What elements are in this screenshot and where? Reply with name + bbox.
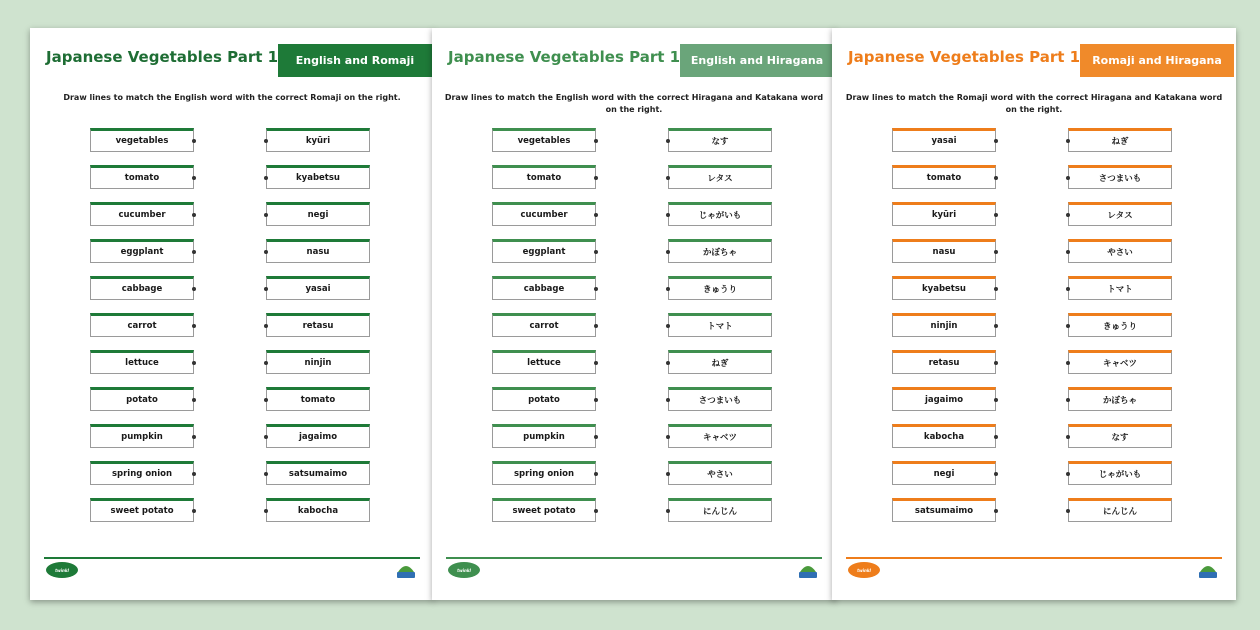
right-word-box[interactable]: かぼちゃ	[1068, 387, 1172, 411]
connector-dot-icon[interactable]	[264, 509, 268, 513]
left-word-box[interactable]: kyūri	[892, 202, 996, 226]
connector-dot-icon[interactable]	[264, 139, 268, 143]
right-word-box[interactable]: なす	[668, 128, 772, 152]
sheet-badge: English and Romaji	[278, 44, 432, 77]
connector-dot-icon[interactable]	[594, 324, 598, 328]
connector-dot-icon[interactable]	[994, 139, 998, 143]
connector-dot-icon[interactable]	[666, 250, 670, 254]
connector-dot-icon[interactable]	[192, 287, 196, 291]
left-word-box[interactable]: tomato	[492, 165, 596, 189]
left-word-box[interactable]: carrot	[492, 313, 596, 337]
right-word-box[interactable]: ねぎ	[668, 350, 772, 374]
right-word-box[interactable]: ねぎ	[1068, 128, 1172, 152]
left-word-box[interactable]: pumpkin	[492, 424, 596, 448]
connector-dot-icon[interactable]	[666, 435, 670, 439]
curriculum-badge-icon	[1196, 558, 1220, 582]
left-word-box[interactable]: eggplant	[492, 239, 596, 263]
left-word-box[interactable]: jagaimo	[892, 387, 996, 411]
connector-dot-icon[interactable]	[594, 472, 598, 476]
connector-dot-icon[interactable]	[666, 472, 670, 476]
right-word-box[interactable]: retasu	[266, 313, 370, 337]
connector-dot-icon[interactable]	[192, 176, 196, 180]
connector-dot-icon[interactable]	[666, 287, 670, 291]
left-word-box[interactable]: vegetables	[90, 128, 194, 152]
curriculum-badge-icon	[394, 558, 418, 582]
connector-dot-icon[interactable]	[994, 361, 998, 365]
connector-dot-icon[interactable]	[666, 176, 670, 180]
right-word-box[interactable]: negi	[266, 202, 370, 226]
connector-dot-icon[interactable]	[192, 213, 196, 217]
connector-dot-icon[interactable]	[192, 398, 196, 402]
right-word-box[interactable]: にんじん	[1068, 498, 1172, 522]
right-word-box[interactable]: トマト	[668, 313, 772, 337]
connector-dot-icon[interactable]	[994, 472, 998, 476]
connector-dot-icon[interactable]	[994, 435, 998, 439]
connector-dot-icon[interactable]	[666, 213, 670, 217]
connector-dot-icon[interactable]	[994, 250, 998, 254]
connector-dot-icon[interactable]	[1066, 139, 1070, 143]
left-word-box[interactable]: lettuce	[90, 350, 194, 374]
twinkl-logo-icon: twinkl	[848, 562, 880, 578]
left-word-box[interactable]: kabocha	[892, 424, 996, 448]
connector-dot-icon[interactable]	[594, 139, 598, 143]
connector-dot-icon[interactable]	[264, 287, 268, 291]
connector-dot-icon[interactable]	[994, 176, 998, 180]
connector-dot-icon[interactable]	[1066, 287, 1070, 291]
connector-dot-icon[interactable]	[1066, 213, 1070, 217]
twinkl-logo-icon: twinkl	[448, 562, 480, 578]
connector-dot-icon[interactable]	[192, 250, 196, 254]
left-word-box[interactable]: eggplant	[90, 239, 194, 263]
right-word-box[interactable]: やさい	[1068, 239, 1172, 263]
connector-dot-icon[interactable]	[1066, 398, 1070, 402]
sheet-instructions: Draw lines to match the Romaji word with the correct Hiragana and Katakana word on the right.	[845, 93, 1223, 114]
worksheet-english-romaji	[30, 28, 434, 600]
left-word-box[interactable]: nasu	[892, 239, 996, 263]
connector-dot-icon[interactable]	[594, 509, 598, 513]
connector-dot-icon[interactable]	[994, 213, 998, 217]
left-word-box[interactable]: potato	[492, 387, 596, 411]
left-word-box[interactable]: pumpkin	[90, 424, 194, 448]
left-word-box[interactable]: negi	[892, 461, 996, 485]
connector-dot-icon[interactable]	[1066, 509, 1070, 513]
right-word-box[interactable]: satsumaimo	[266, 461, 370, 485]
connector-dot-icon[interactable]	[666, 139, 670, 143]
left-word-box[interactable]: sweet potato	[90, 498, 194, 522]
connector-dot-icon[interactable]	[264, 361, 268, 365]
right-word-box[interactable]: かぼちゃ	[668, 239, 772, 263]
connector-dot-icon[interactable]	[264, 324, 268, 328]
left-word-box[interactable]: vegetables	[492, 128, 596, 152]
connector-dot-icon[interactable]	[1066, 472, 1070, 476]
connector-dot-icon[interactable]	[264, 398, 268, 402]
connector-dot-icon[interactable]	[264, 250, 268, 254]
right-word-box[interactable]: にんじん	[668, 498, 772, 522]
connector-dot-icon[interactable]	[594, 176, 598, 180]
left-word-box[interactable]: sweet potato	[492, 498, 596, 522]
footer-divider	[446, 557, 822, 559]
right-word-box[interactable]: きゅうり	[1068, 313, 1172, 337]
connector-dot-icon[interactable]	[666, 509, 670, 513]
connector-dot-icon[interactable]	[994, 398, 998, 402]
left-word-box[interactable]: carrot	[90, 313, 194, 337]
connector-dot-icon[interactable]	[594, 398, 598, 402]
right-word-box[interactable]: なす	[1068, 424, 1172, 448]
sheet-badge: Romaji and Hiragana	[1080, 44, 1234, 77]
right-word-box[interactable]: yasai	[266, 276, 370, 300]
connector-dot-icon[interactable]	[264, 213, 268, 217]
right-word-box[interactable]: jagaimo	[266, 424, 370, 448]
connector-dot-icon[interactable]	[1066, 324, 1070, 328]
left-word-box[interactable]: cabbage	[492, 276, 596, 300]
right-word-box[interactable]: さつまいも	[1068, 165, 1172, 189]
footer-divider	[846, 557, 1222, 559]
left-word-box[interactable]: potato	[90, 387, 194, 411]
connector-dot-icon[interactable]	[192, 139, 196, 143]
sheet-title: Japanese Vegetables Part 1	[448, 48, 681, 66]
left-word-box[interactable]: spring onion	[492, 461, 596, 485]
left-word-box[interactable]: kyabetsu	[892, 276, 996, 300]
right-word-box[interactable]: kyūri	[266, 128, 370, 152]
right-word-box[interactable]: トマト	[1068, 276, 1172, 300]
twinkl-logo-icon: twinkl	[46, 562, 78, 578]
worksheet-english-hiragana	[432, 28, 836, 600]
connector-dot-icon[interactable]	[1066, 250, 1070, 254]
connector-dot-icon[interactable]	[666, 324, 670, 328]
right-word-box[interactable]: じゃがいも	[1068, 461, 1172, 485]
connector-dot-icon[interactable]	[994, 324, 998, 328]
connector-dot-icon[interactable]	[594, 435, 598, 439]
sheet-title: Japanese Vegetables Part 1	[46, 48, 279, 66]
connector-dot-icon[interactable]	[594, 361, 598, 365]
right-word-box[interactable]: レタス	[1068, 202, 1172, 226]
connector-dot-icon[interactable]	[264, 435, 268, 439]
connector-dot-icon[interactable]	[666, 361, 670, 365]
left-word-box[interactable]: cabbage	[90, 276, 194, 300]
connector-dot-icon[interactable]	[1066, 435, 1070, 439]
left-word-box[interactable]: yasai	[892, 128, 996, 152]
left-word-box[interactable]: lettuce	[492, 350, 596, 374]
left-word-box[interactable]: cucumber	[90, 202, 194, 226]
left-word-box[interactable]: spring onion	[90, 461, 194, 485]
connector-dot-icon[interactable]	[264, 176, 268, 180]
sheet-badge: English and Hiragana	[680, 44, 834, 77]
connector-dot-icon[interactable]	[594, 250, 598, 254]
right-word-box[interactable]: やさい	[668, 461, 772, 485]
sheet-instructions: Draw lines to match the English word with the correct Romaji on the right.	[63, 93, 401, 102]
right-word-box[interactable]: ninjin	[266, 350, 370, 374]
connector-dot-icon[interactable]	[264, 472, 268, 476]
right-word-box[interactable]: レタス	[668, 165, 772, 189]
connector-dot-icon[interactable]	[192, 509, 196, 513]
curriculum-badge-icon	[796, 558, 820, 582]
connector-dot-icon[interactable]	[192, 324, 196, 328]
sheet-instructions: Draw lines to match the English word with the correct Hiragana and Katakana word on the right.	[444, 93, 824, 114]
footer-divider	[44, 557, 420, 559]
sheet-title: Japanese Vegetables Part 1	[848, 48, 1081, 66]
right-word-box[interactable]: さつまいも	[668, 387, 772, 411]
connector-dot-icon[interactable]	[594, 213, 598, 217]
worksheet-romaji-hiragana	[832, 28, 1236, 600]
connector-dot-icon[interactable]	[666, 398, 670, 402]
connector-dot-icon[interactable]	[994, 287, 998, 291]
left-word-box[interactable]: ninjin	[892, 313, 996, 337]
left-word-box[interactable]: tomato	[892, 165, 996, 189]
connector-dot-icon[interactable]	[192, 435, 196, 439]
right-word-box[interactable]: nasu	[266, 239, 370, 263]
right-word-box[interactable]: kabocha	[266, 498, 370, 522]
right-word-box[interactable]: きゅうり	[668, 276, 772, 300]
right-word-box[interactable]: じゃがいも	[668, 202, 772, 226]
connector-dot-icon[interactable]	[1066, 176, 1070, 180]
connector-dot-icon[interactable]	[994, 509, 998, 513]
connector-dot-icon[interactable]	[594, 287, 598, 291]
left-word-box[interactable]: retasu	[892, 350, 996, 374]
left-word-box[interactable]: cucumber	[492, 202, 596, 226]
connector-dot-icon[interactable]	[1066, 361, 1070, 365]
right-word-box[interactable]: kyabetsu	[266, 165, 370, 189]
connector-dot-icon[interactable]	[192, 361, 196, 365]
left-word-box[interactable]: tomato	[90, 165, 194, 189]
right-word-box[interactable]: キャベツ	[668, 424, 772, 448]
connector-dot-icon[interactable]	[192, 472, 196, 476]
right-word-box[interactable]: キャベツ	[1068, 350, 1172, 374]
left-word-box[interactable]: satsumaimo	[892, 498, 996, 522]
right-word-box[interactable]: tomato	[266, 387, 370, 411]
